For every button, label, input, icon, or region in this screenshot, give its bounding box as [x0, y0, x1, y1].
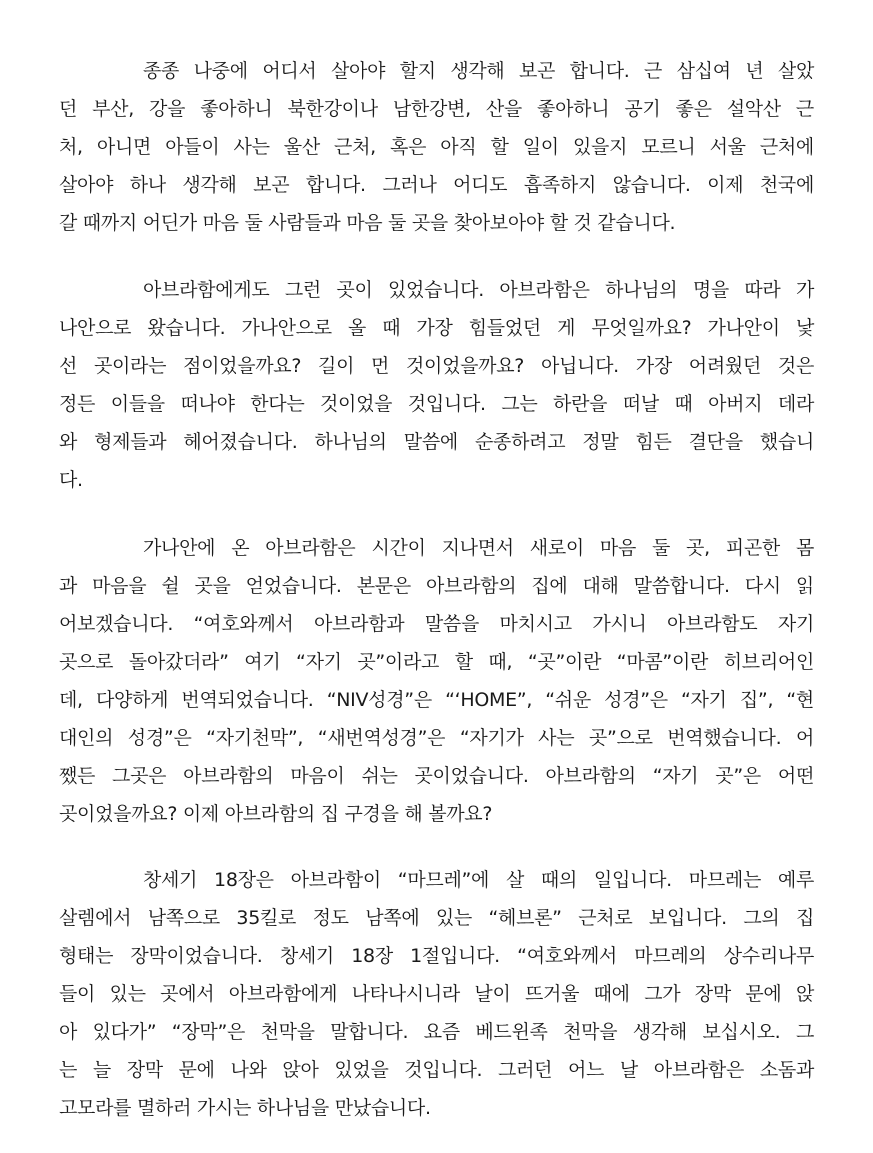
text-line: 선 곳이라는 점이었을까요? 길이 먼 것이었을까요? 아닙니다. 가장 어려웠던 것은	[59, 355, 814, 377]
text-line: 과 마음을 쉴 곳을 얻었습니다. 본문은 아브라함의 집에 대해 말씀합니다. 다시 읽	[59, 575, 814, 597]
text-line: 살렘에서 남쪽으로 35킬로 정도 남쪽에 있는 “헤브론” 근처로 보입니다. 그의 집	[59, 907, 814, 929]
text-line: 데, 다양하게 번역되었습니다. “NIV성경”은 “‘HOME”, “쉬운 성경”은 “자기 집”, “현	[59, 689, 814, 711]
text-line: 대인의 성경”은 “자기천막”, “새번역성경”은 “자기가 사는 곳”으로 번역했습니다. 어	[59, 727, 814, 749]
text-line: 정든 이들을 떠나야 한다는 것이었을 것입니다. 그는 하란을 떠날 때 아버지 데라	[59, 393, 814, 415]
text-line: 아브라함에게도 그런 곳이 있었습니다. 아브라함은 하나님의 명을 따라 가	[143, 279, 814, 301]
text-line: 다.	[59, 469, 83, 491]
text-line: 곳이었을까요? 이제 아브라함의 집 구경을 해 볼까요?	[59, 803, 493, 825]
text-line: 쨌든 그곳은 아브라함의 마음이 쉬는 곳이었습니다. 아브라함의 “자기 곳”은 어떤	[59, 765, 814, 787]
text-line: 는 늘 장막 문에 나와 앉아 있었을 것입니다. 그러던 어느 날 아브라함은 소돔과	[59, 1059, 814, 1081]
text-line: 살아야 하나 생각해 보곤 합니다. 그러나 어디도 흡족하지 않습니다. 이제 천국에	[59, 174, 814, 196]
text-line: 고모라를 멸하러 가시는 하나님을 만났습니다.	[59, 1097, 431, 1119]
text-line: 곳으로 돌아갔더라” 여기 “자기 곳”이라고 할 때, “곳”이란 “마콤”이란 히브리어인	[59, 651, 814, 673]
text-line: 창세기 18장은 아브라함이 “마므레”에 살 때의 일입니다. 마므레는 예루	[143, 869, 814, 891]
text-line: 나안으로 왔습니다. 가나안으로 올 때 가장 힘들었던 게 무엇일까요? 가나안이 낯	[59, 317, 814, 339]
text-line: 아 있다가” “장막”은 천막을 말합니다. 요즘 베드윈족 천막을 생각해 보십시오. 그	[59, 1021, 814, 1043]
text-line: 던 부산, 강을 좋아하니 북한강이나 남한강변, 산을 좋아하니 공기 좋은 설악산 근	[59, 98, 814, 120]
text-line: 와 형제들과 헤어졌습니다. 하나님의 말씀에 순종하려고 정말 힘든 결단을 했습니	[59, 431, 814, 453]
text-line: 갈 때까지 어딘가 마음 둘 사람들과 마음 둘 곳을 찾아보아야 할 것 같습니다.	[59, 212, 676, 234]
text-line: 형태는 장막이었습니다. 창세기 18장 1절입니다. “여호와께서 마므레의 상수리나무	[59, 945, 814, 967]
text-line: 어보겠습니다. “여호와께서 아브라함과 말씀을 마치시고 가시니 아브라함도 자기	[59, 613, 814, 635]
text-line: 처, 아니면 아들이 사는 울산 근처, 혹은 아직 할 일이 있을지 모르니 서울 근처에	[59, 136, 814, 158]
text-line: 들이 있는 곳에서 아브라함에게 나타나시니라 날이 뜨거울 때에 그가 장막 문에 앉	[59, 983, 814, 1005]
text-line: 가나안에 온 아브라함은 시간이 지나면서 새로이 마음 둘 곳, 피곤한 몸	[143, 537, 814, 559]
text-line: 종종 나중에 어디서 살아야 할지 생각해 보곤 합니다. 근 삼십여 년 살았	[143, 60, 814, 82]
